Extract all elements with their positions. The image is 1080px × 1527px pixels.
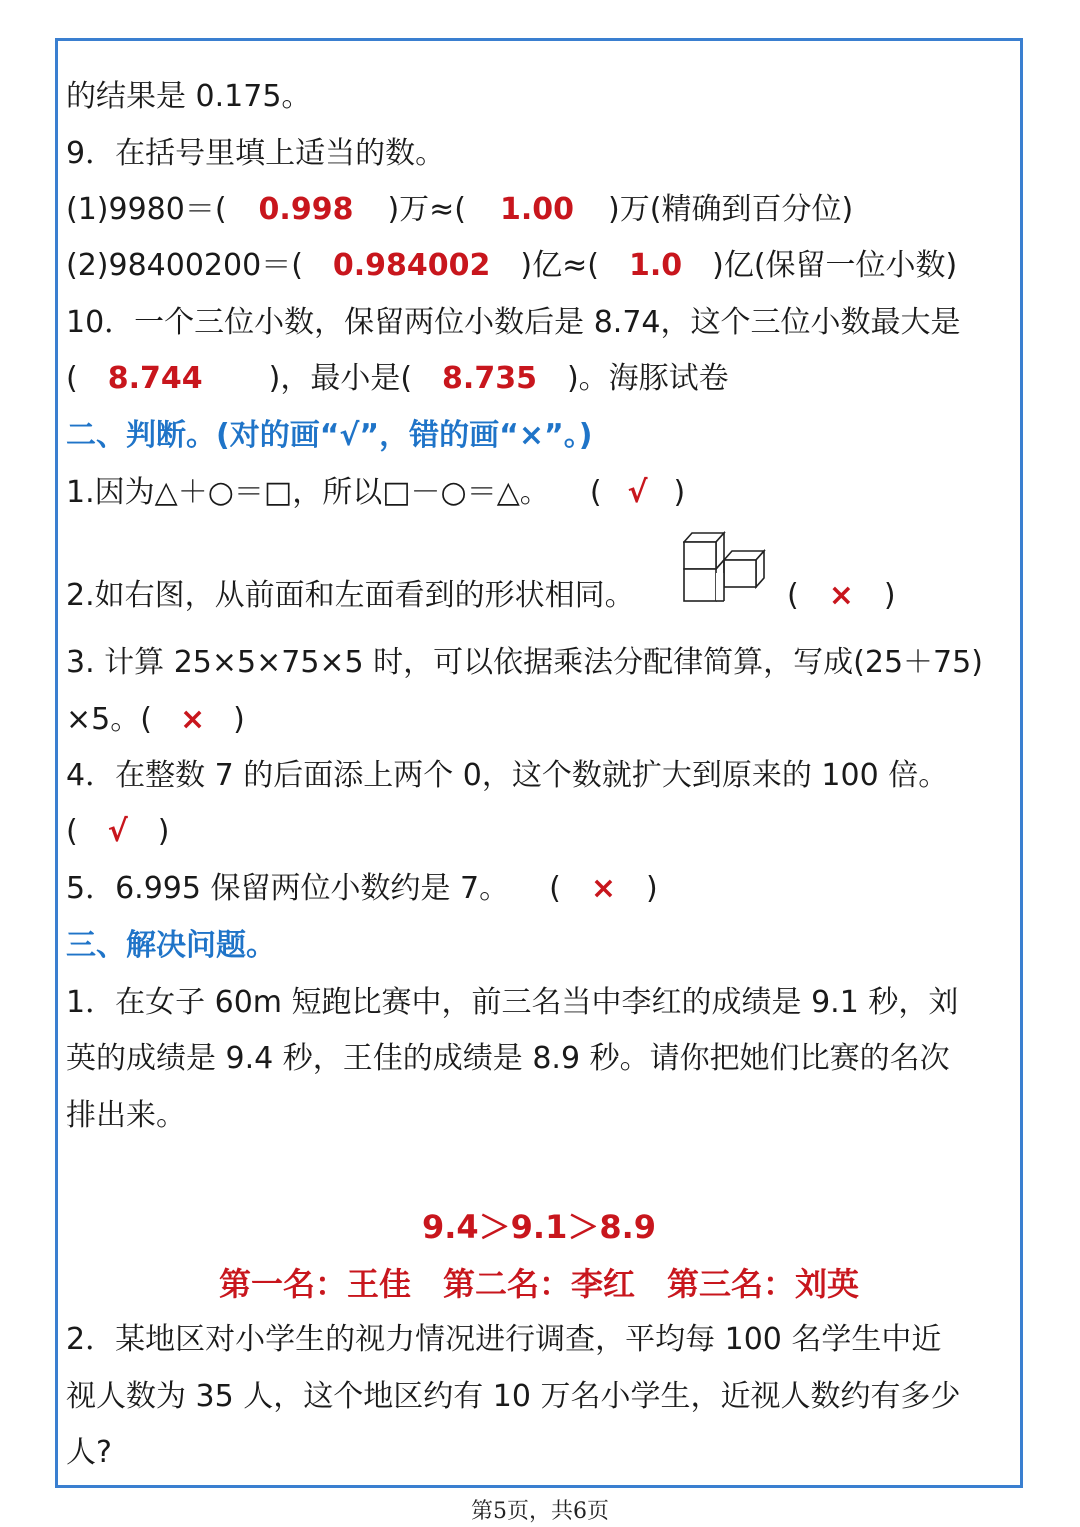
judge-answer: √ [627, 475, 648, 510]
question-9-1: (1)9980＝( 0.998 )万≈( 1.00 )万(精确到百分位) [66, 192, 854, 227]
answer: 1.00 [500, 192, 575, 227]
judge-answer: √ [107, 814, 128, 849]
judge-3: 3. 计算 25×5×75×5 时，可以依据乘法分配律简算，写成(25＋75) [66, 645, 983, 680]
problem-1-answer-1: 9.4＞9.1＞8.9 [421, 1208, 657, 1246]
question-10: 10．一个三位小数，保留两位小数后是 8.74，这个三位小数最大是 [66, 305, 961, 340]
answer: 8.735 [442, 361, 537, 396]
judge-4: 4．在整数 7 的后面添上两个 0，这个数就扩大到原来的 100 倍。 [66, 758, 949, 793]
judge-4-bracket: ( √ ) [66, 814, 170, 849]
judge-2: 2.如右图，从前面和左面看到的形状相同。 [66, 578, 635, 613]
judge-3-cont: ×5。( × ) [66, 702, 245, 737]
problem-2-line-1: 2．某地区对小学生的视力情况进行调查，平均每 100 名学生中近 [66, 1322, 942, 1357]
section-3-title: 三、解决问题。 [66, 928, 276, 963]
problem-1-answer-2: 第一名：王佳 第二名：李红 第三名：刘英 [218, 1265, 859, 1303]
judge-5: 5．6.995 保留两位小数约是 7。 ( × ) [66, 871, 658, 906]
text-line: 的结果是 0.175。 [66, 79, 312, 114]
judge-1: 1.因为△＋○＝□，所以□－○＝△。 ( √ ) [66, 475, 686, 510]
question-9-2: (2)98400200＝( 0.984002 )亿≈( 1.0 )亿(保留一位小数) [66, 248, 958, 283]
answer: 0.998 [258, 192, 354, 227]
page-number: 第5页，共6页 [471, 1499, 609, 1524]
judge-answer: × [179, 702, 206, 737]
answer: 1.0 [628, 248, 683, 283]
problem-2-line-3: 人? [66, 1435, 112, 1470]
section-2-title: 二、判断。(对的画“√”，错的画“×”。) [66, 418, 593, 453]
cube-stack-figure [683, 530, 769, 604]
problem-1-line-3: 排出来。 [66, 1098, 186, 1133]
judge-answer: × [590, 871, 616, 906]
judge-answer: × [828, 578, 854, 613]
problem-1-line-2: 英的成绩是 9.4 秒，王佳的成绩是 8.9 秒。请你把她们比赛的名次 [66, 1041, 950, 1076]
question-9: 9．在括号里填上适当的数。 [66, 136, 446, 171]
judge-2-bracket: ( × ) [787, 578, 896, 613]
answer: 0.984002 [332, 248, 491, 283]
problem-1-line-1: 1．在女子 60m 短跑比赛中，前三名当中李红的成绩是 9.1 秒，刘 [66, 985, 959, 1020]
problem-2-line-2: 视人数为 35 人，这个地区约有 10 万名小学生，近视人数约有多少 [66, 1379, 961, 1414]
question-10-answers: ( 8.744 )，最小是( 8.735 )。海豚试卷 [66, 361, 729, 396]
answer: 8.744 [107, 361, 203, 396]
